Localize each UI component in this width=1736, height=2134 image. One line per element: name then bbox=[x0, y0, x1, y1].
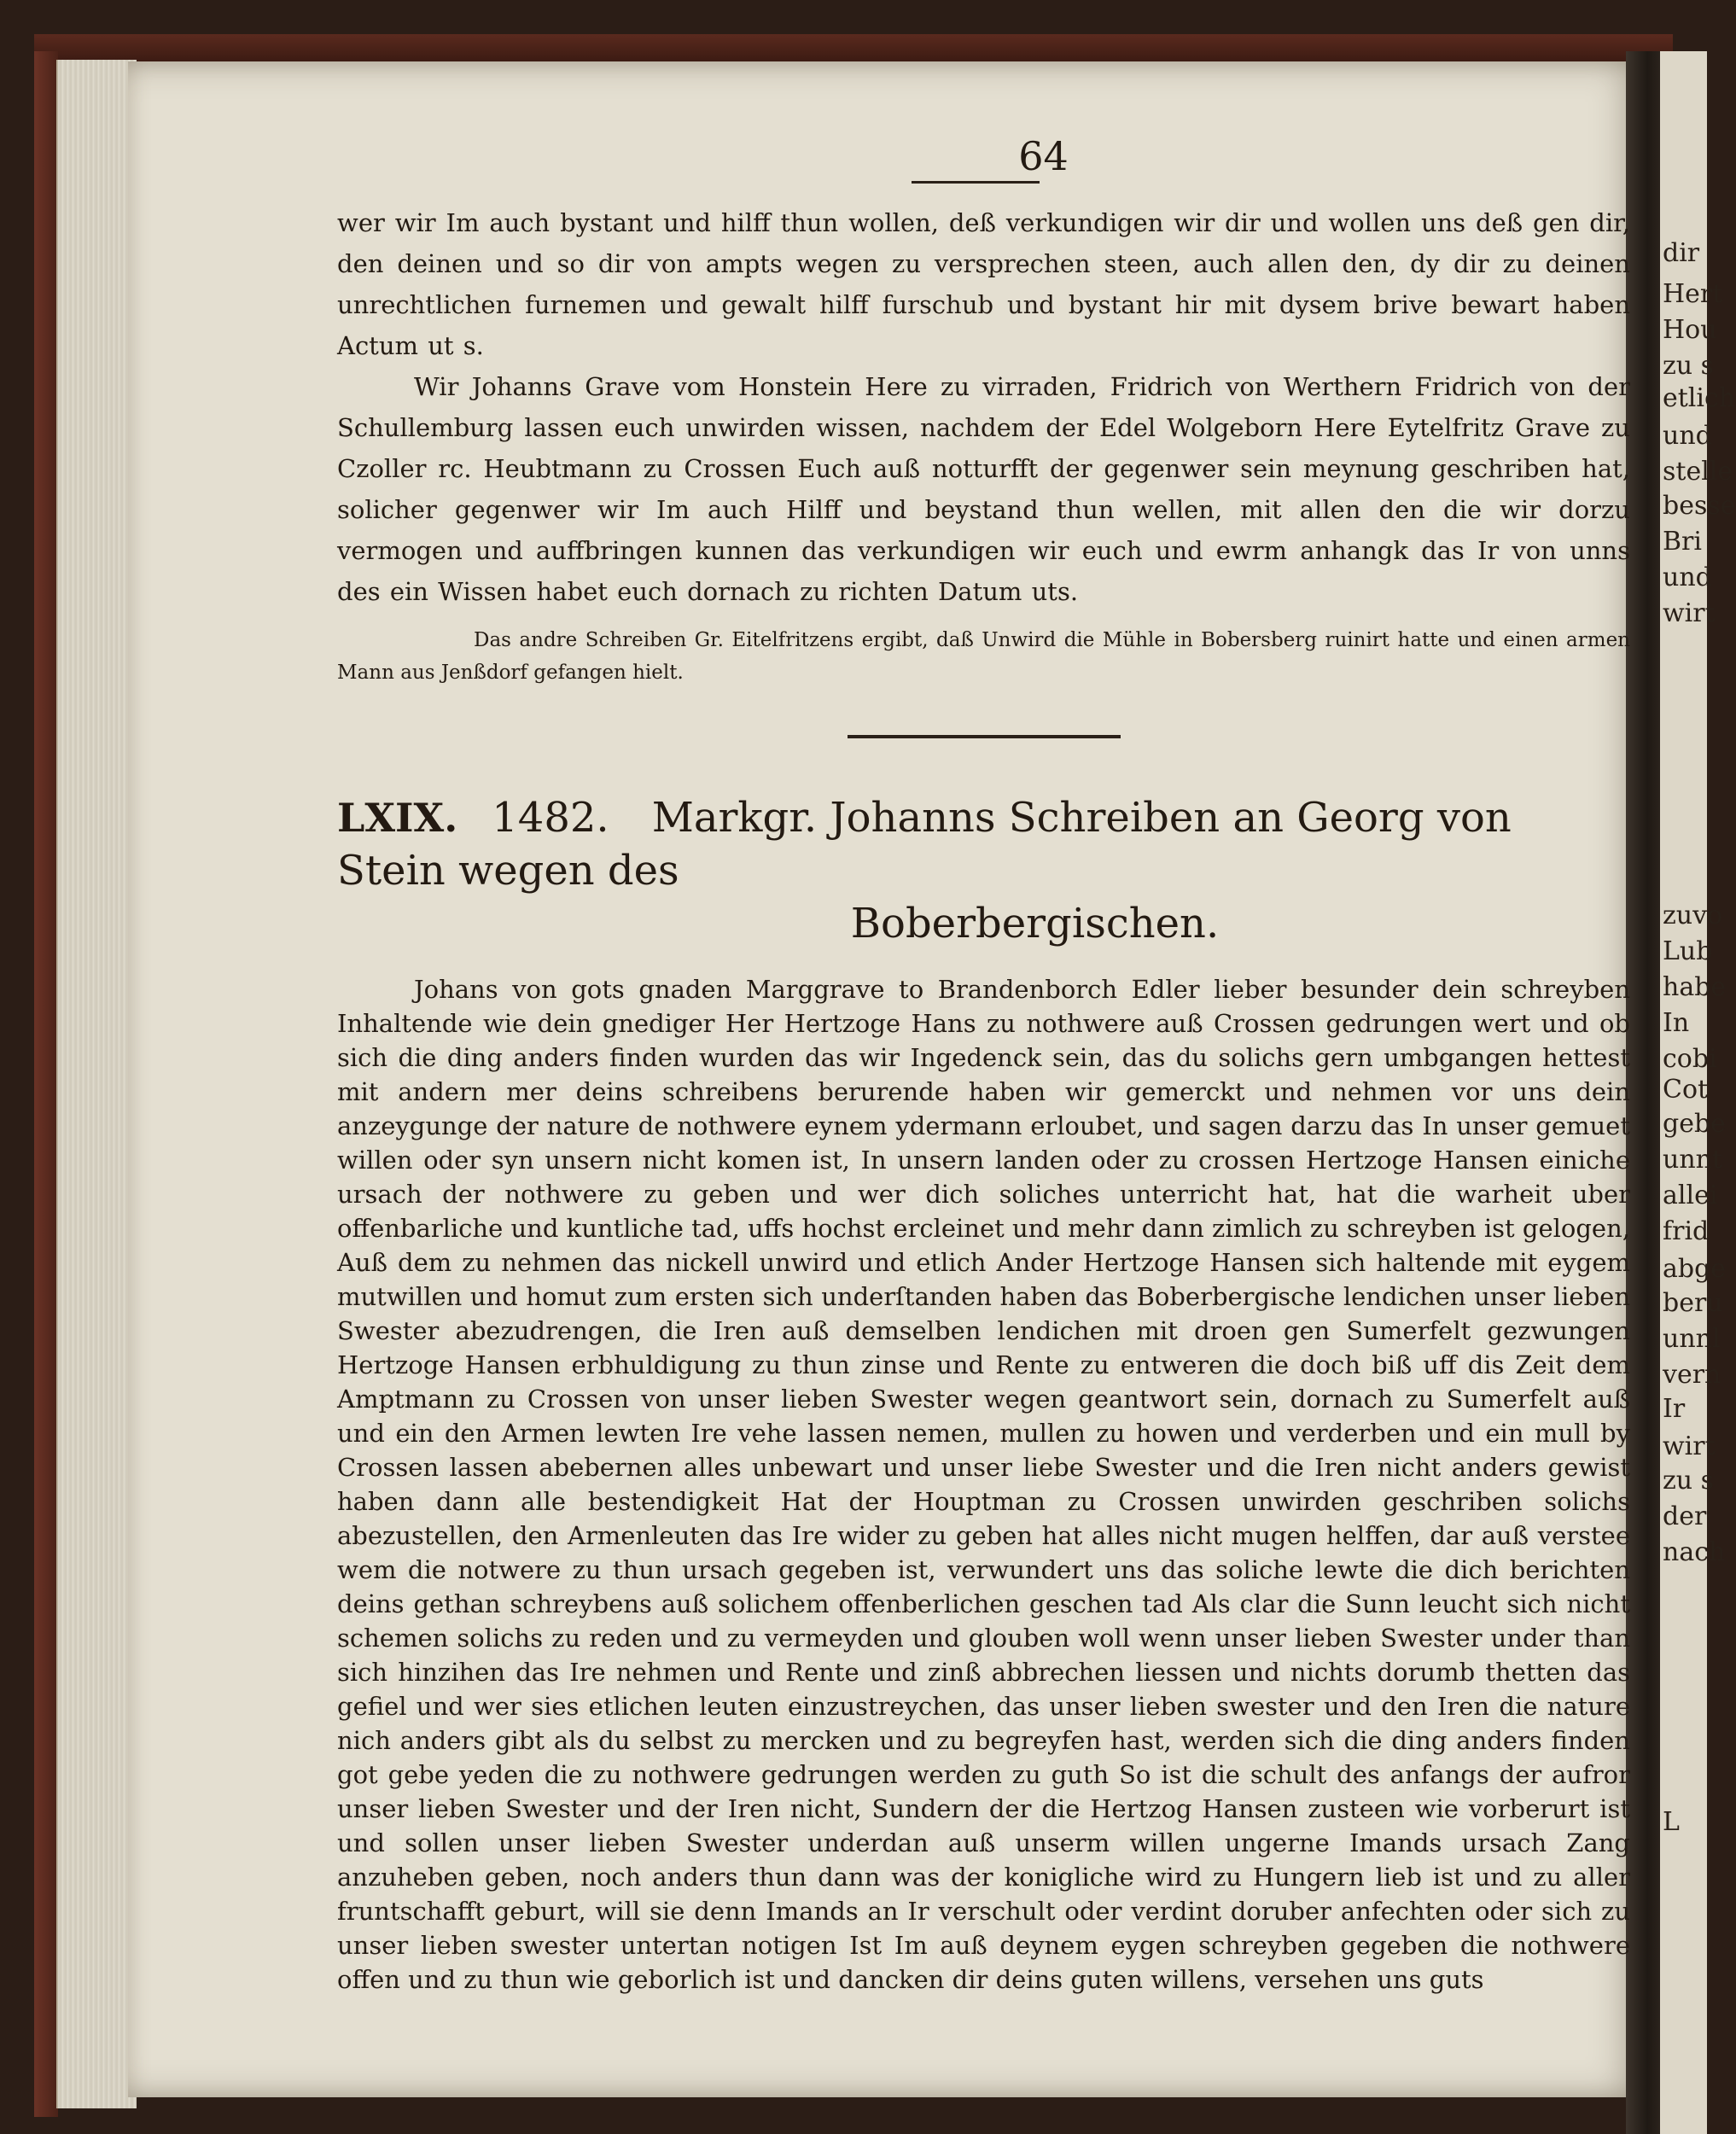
next-page-word: allei bbox=[1663, 1181, 1718, 1210]
next-page-word: cobi bbox=[1663, 1044, 1717, 1074]
next-page-word: und bbox=[1663, 421, 1712, 451]
next-page-word: In bbox=[1663, 1008, 1690, 1038]
next-page-word: unnl bbox=[1663, 1324, 1721, 1354]
paragraph-1: wer wir Im auch bystant und hilff thun wollen, deß verkundigen wir dir und wollen uns deß gen dir, den deinen und so dir von ampts wegen zu versprechen steen, auch allen den, dy dir zu deinen unrechtlichen furnemen und gewalt hilff furschub und bystant hir mit dysem brive bewart haben Actum ut s. bbox=[337, 208, 1630, 360]
page-number-rule bbox=[912, 181, 1040, 184]
next-page-word: besse bbox=[1663, 491, 1736, 521]
next-page-word: zu s bbox=[1663, 1466, 1715, 1496]
next-page-word: vern bbox=[1663, 1360, 1721, 1390]
next-page-word: wirt bbox=[1663, 598, 1716, 628]
next-page-word: zu s bbox=[1663, 351, 1715, 381]
editorial-note bbox=[337, 624, 1630, 689]
book-cover-top bbox=[34, 34, 1673, 63]
document-title: Markgr. Johanns Schreiben an Georg von Stein wegen des bbox=[337, 794, 1512, 895]
document-year: 1482. bbox=[492, 794, 609, 842]
page-number: 64 bbox=[1018, 133, 1069, 179]
next-page-word: gebe bbox=[1663, 1109, 1726, 1139]
next-page-word: nach bbox=[1663, 1537, 1726, 1567]
next-page-word: Bri bbox=[1663, 527, 1702, 557]
document-title-continued: Boberbergischen. bbox=[850, 900, 1220, 947]
letter-text: Johans von gots gnaden Marggrave to Brandenborch Edler lieber besunder dein schreyben Inhaltende wie dein gnediger Her Hertzoge Hans zu nothwere auß Crossen gedrungen wert und ob sich die ding anders finden wurden das wir Ingedenck sein, das du solichs gern umbgangen hettest mit andern mer deins schreibens berurende haben wir gemerckt und nehmen vor uns dein anzeygunge der nature de nothwere eynem ydermann erloubet, und sagen darzu das In unser gemuet willen oder syn unsern nicht komen ist, In unsern landen oder zu crossen Hertzoge Hansen einiche ursach der nothwere zu geben und wer dich soliches unterricht hat, hat die warheit uber offenbarliche und kuntliche tad, uffs hochst ercleinet und mehr dann zimlich zu schreyben ist gelogen, Auß dem zu nehmen das nickell unwird und etlich Ander Hertzoge Hansen sich haltende mit eygem mutwillen und homut zum ersten sich underſtanden haben das Boberbergische lendichen unser lieben Swester abezudrengen, die Iren auß demselben lendichen mit droen gen Sumerfelt gezwungen Hertzoge Hansen erbhuldigung zu thun zinse und Rente zu entweren die doch biß uff dis Zeit dem Amptmann zu Crossen von unser lieben Swester wegen geantwort sein, dornach zu Sumerfelt auß und ein den Armen lewten Ire vehe lassen nemen, mullen zu howen und verderben und ein mull by Crossen lassen abebernen alles unbewart und unser liebe Swester und die Iren nicht anders gewist haben dann alle bestendigkeit Hat der Houptman zu Crossen unwirden geschriben solichs abezustellen, den Armenleuten das Ire wider zu geben hat alles nicht mugen helffen, dar auß verstee wem die notwere zu thun ursach gegeben ist, verwundert uns das soliche lewte die dich berichten deins gethan schreybens auß solichem offenberlichen geschen tad Als clar die Sunn leucht sich nicht schemen solichs zu reden und zu vermeyden und glouben woll wenn unser lieben Swester under than sich hinzihen das Ire nehmen und Rente und zinß abbrechen liessen und nichts dorumb thetten das gefiel und wer sies etlichen leuten einzustreychen, das unser lieben swester und den Iren die nature nich anders gibt als du selbst zu mercken und zu begreyfen hast, werden sich die ding anders finden got gebe yeden die zu nothwere gedrungen werden zu guth So ist die schult des anfangs der aufror unser lieben Swester und der Iren nicht, Sundern der die Hertzog Hansen zusteen wie vorberurt ist und sollen unser lieben Swester underdan auß unserm willen ungerne Imands ursach Zang anzuheben geben, noch anders thun dann was der konigliche wird zu Hungern lieb ist und zu aller fruntschafft geburt, will sie denn Imands an Ir verschult oder verdint doruber anfechten oder sich zu unser lieben swester untertan notigen Ist Im auß deynem eygen schreyben gegeben die nothwere offen und zu thun wie geborlich ist und dancken dir deins guten willens, versehen uns guts bbox=[337, 975, 1630, 1994]
next-page-word: abge bbox=[1663, 1254, 1727, 1284]
next-page-word: frid bbox=[1663, 1216, 1710, 1246]
next-page-word: L bbox=[1663, 1807, 1680, 1837]
editorial-note-text: Das andre Schreiben Gr. Eitelfritzens ergibt, daß Unwird die Mühle in Bobersberg ruinirt hatte und einen armen Mann aus Jenßdorf gefangen hielt. bbox=[337, 629, 1630, 684]
next-page-word: beru bbox=[1663, 1288, 1723, 1318]
next-page-word: habe bbox=[1663, 972, 1727, 1002]
next-page-word: etlich bbox=[1663, 383, 1736, 413]
section-separator bbox=[848, 735, 1121, 738]
book-gutter bbox=[1626, 51, 1662, 2134]
next-page-word: Lub bbox=[1663, 936, 1713, 966]
next-page-word: Hou bbox=[1663, 315, 1717, 345]
next-page-word: der bbox=[1663, 1501, 1707, 1531]
page-edges bbox=[56, 60, 137, 2108]
next-page-word: und bbox=[1663, 563, 1712, 592]
next-page-word: stelle bbox=[1663, 457, 1733, 487]
next-page-word: wirt bbox=[1663, 1431, 1716, 1461]
page-content bbox=[337, 133, 1630, 2021]
book-cover-left bbox=[34, 51, 58, 2117]
next-page-word: dir bbox=[1663, 238, 1700, 268]
next-page-word: unnt bbox=[1663, 1145, 1723, 1175]
next-page-word: Hert bbox=[1663, 279, 1723, 309]
document-number: LXIX. bbox=[337, 795, 458, 841]
paragraph-2: Wir Johanns Grave vom Honstein Here zu virraden, Fridrich von Werthern Fridrich von der Schullemburg lassen euch unwirden wissen, nachdem der Edel Wolgeborn Here Eytelfritz Grave zu Czoller rc. Heubtmann zu Crossen Euch auß notturfft der gegenwer sein meynung geschriben hat, solicher gegenwer wir Im auch Hilff und beystand thun wellen, mit allen den die wir dorzu vermogen und auffbringen kunnen das verkundigen wir euch und ewrm anhangk das Ir von unns des ein Wissen habet euch dornach zu richten Datum uts. bbox=[337, 372, 1630, 606]
next-page-word: zuvo bbox=[1663, 901, 1723, 930]
next-page-word: Cot bbox=[1663, 1075, 1709, 1105]
next-page-word: Ir bbox=[1663, 1394, 1686, 1424]
document-heading bbox=[337, 791, 1630, 950]
